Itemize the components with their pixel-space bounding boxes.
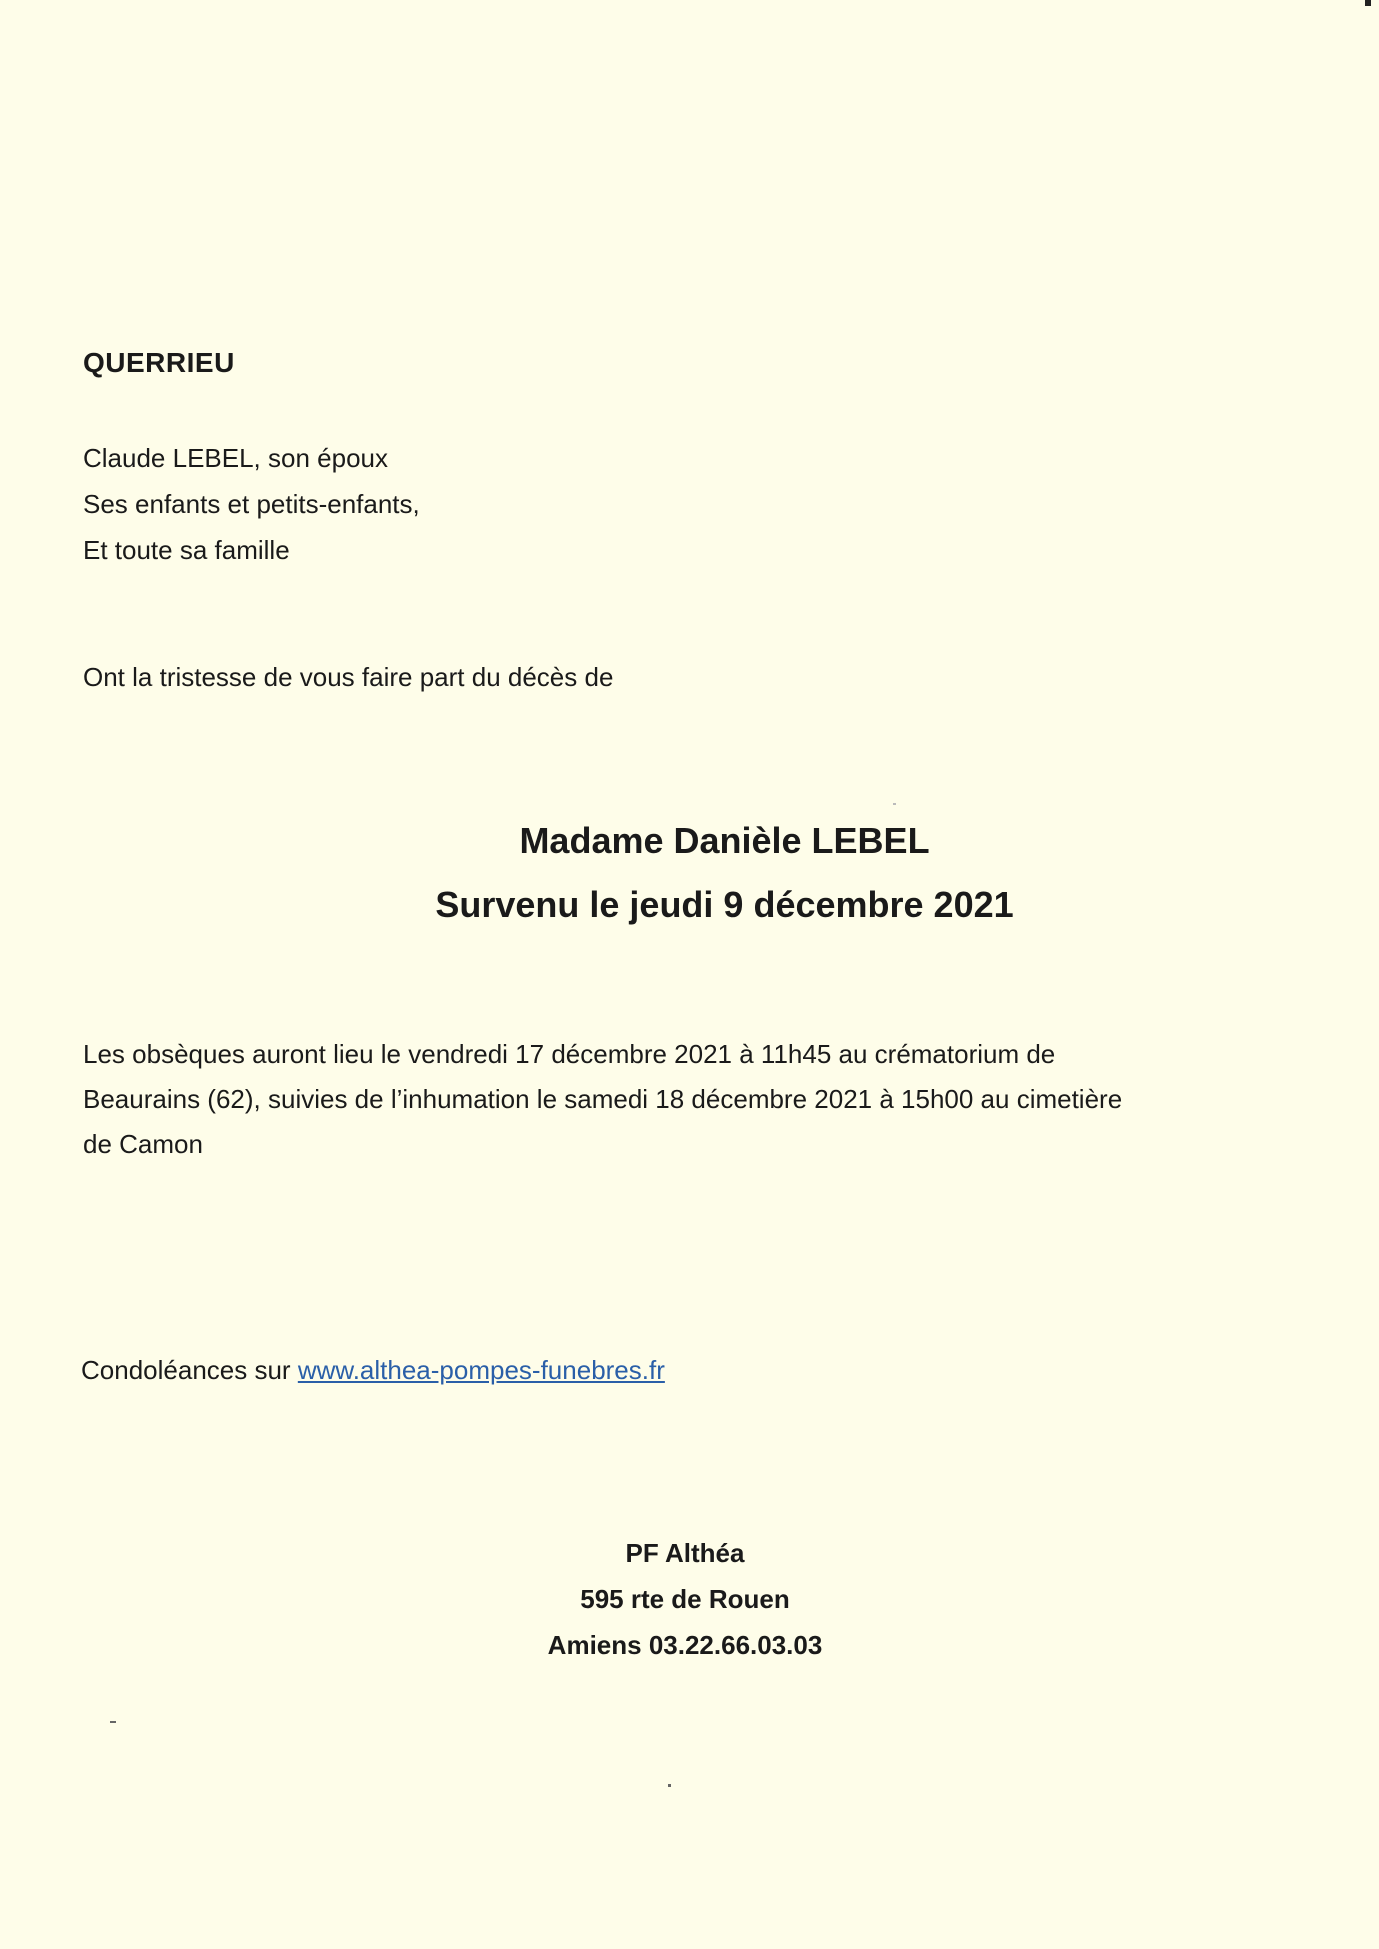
scan-speck <box>668 1784 671 1787</box>
condolences-line <box>81 1355 665 1386</box>
family-line: Claude LEBEL, son époux <box>83 443 388 473</box>
death-date: Survenu le jeudi 9 décembre 2021 <box>435 884 1014 925</box>
condolences-prefix: Condoléances sur <box>81 1355 291 1385</box>
funeral-details <box>83 1032 1283 1167</box>
funeral-home-block <box>435 1530 935 1668</box>
funeral-line: Les obsèques auront lieu le vendredi 17 décembre 2021 à 11h45 au crématorium de <box>83 1039 1056 1069</box>
scan-speck <box>893 803 896 805</box>
funeral-home-address: 595 rte de Rouen <box>580 1584 790 1614</box>
announcement-text: Ont la tristesse de vous faire part du décès de <box>83 662 614 692</box>
deceased-name: Madame Danièle LEBEL <box>519 820 930 861</box>
family-block <box>83 435 420 573</box>
scan-speck <box>110 1721 116 1723</box>
family-line: Et toute sa famille <box>83 535 290 565</box>
scan-mark <box>1365 0 1371 6</box>
condolences-link[interactable]: www.althea-pompes-funebres.fr <box>297 1355 665 1385</box>
family-line: Ses enfants et petits-enfants, <box>83 489 420 519</box>
funeral-home-name: PF Althéa <box>625 1538 745 1568</box>
place-heading: QUERRIEU <box>83 347 235 378</box>
funeral-home-phone: Amiens 03.22.66.03.03 <box>547 1630 823 1660</box>
funeral-line: de Camon <box>83 1129 203 1159</box>
funeral-line: Beaurains (62), suivies de l’inhumation le samedi 18 décembre 2021 à 15h00 au cimetière <box>83 1084 1123 1114</box>
